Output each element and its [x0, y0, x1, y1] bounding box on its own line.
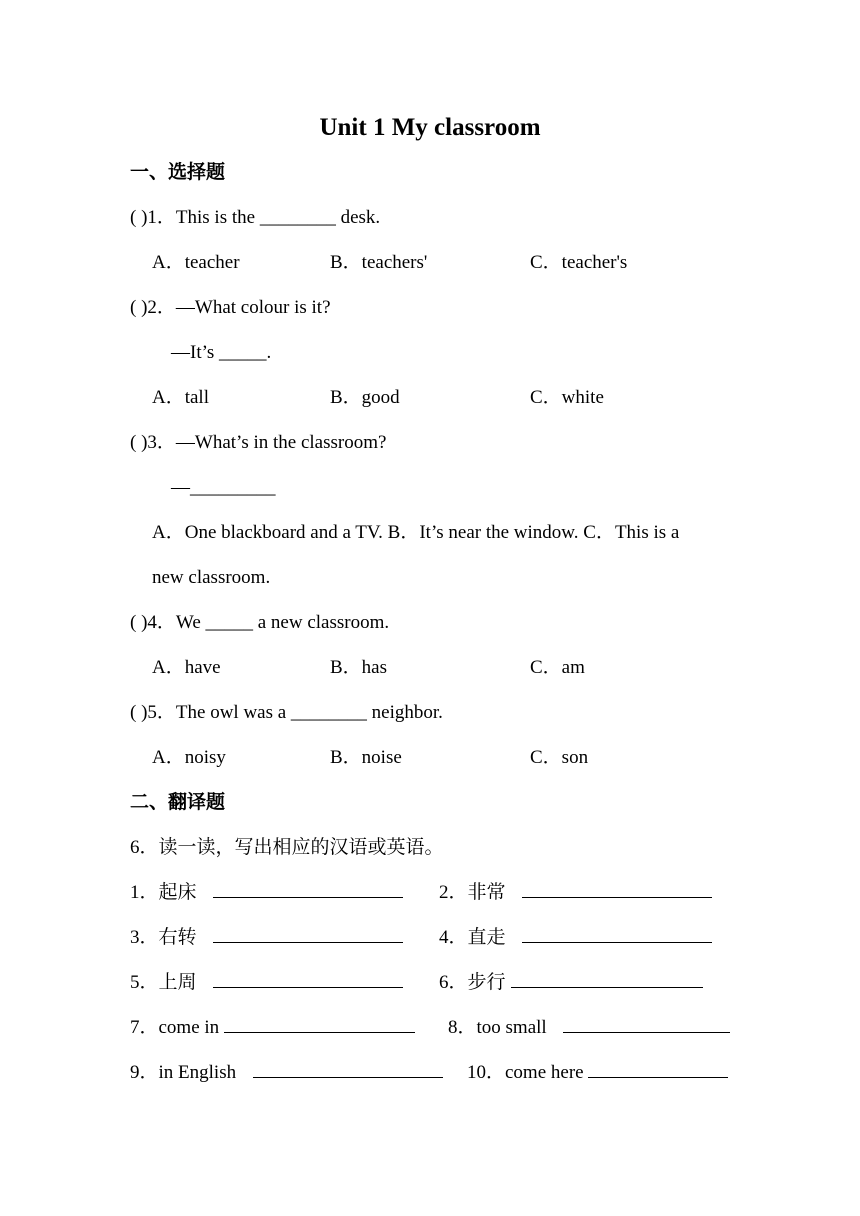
- answer-blank[interactable]: [224, 1031, 415, 1033]
- answer-blank[interactable]: [213, 986, 403, 988]
- translation-item-6: [439, 973, 703, 992]
- question-4-option-a: A．have: [152, 657, 221, 678]
- translation-item-label: 9．in English: [130, 1062, 237, 1083]
- question-4-stem: ( )4．We _____ a new classroom.: [130, 612, 390, 633]
- question-5-stem: ( )5．The owl was a ________ neighbor.: [130, 702, 443, 723]
- question-5-option-c: C．son: [530, 747, 589, 768]
- page-title: Unit 1 My classroom: [319, 114, 541, 141]
- translation-item-label: 4．直走: [439, 927, 506, 948]
- question-2-option-c: C．white: [530, 387, 604, 408]
- question-2-stem: ( )2．—What colour is it?: [130, 297, 331, 318]
- translation-item-5: [130, 973, 403, 992]
- translation-instruction: 6．读一读，写出相应的汉语或英语。: [130, 837, 444, 858]
- question-2-option-a: A．tall: [152, 387, 209, 408]
- translation-item-10: [467, 1063, 728, 1082]
- translation-item-label: 6．步行: [439, 972, 506, 993]
- translation-item-9: [130, 1063, 443, 1082]
- translation-item-7: [130, 1018, 415, 1037]
- question-1-option-b: B．teachers': [330, 252, 428, 273]
- translation-item-label: 2．非常: [439, 882, 506, 903]
- question-1-option-a: A．teacher: [152, 252, 240, 273]
- translation-item-label: 5．上周: [130, 972, 197, 993]
- answer-blank[interactable]: [213, 941, 403, 943]
- question-5-option-b: B．noise: [330, 747, 402, 768]
- translation-item-1: [130, 883, 403, 902]
- answer-blank[interactable]: [213, 896, 403, 898]
- question-2-answer-prompt: —It’s _____.: [171, 342, 272, 363]
- translation-item-label: 3．右转: [130, 927, 197, 948]
- answer-blank[interactable]: [588, 1076, 728, 1078]
- section-heading-translation: 二、翻译题: [130, 792, 226, 813]
- translation-item-8: [448, 1018, 730, 1037]
- translation-item-label: 1．起床: [130, 882, 197, 903]
- question-3-answer-prompt: —_________: [171, 477, 276, 498]
- translation-item-label: 10．come here: [467, 1062, 584, 1083]
- question-3-options-line-2: new classroom.: [152, 567, 271, 588]
- question-2-option-b: B．good: [330, 387, 400, 408]
- answer-blank[interactable]: [511, 986, 703, 988]
- answer-blank[interactable]: [522, 896, 712, 898]
- question-4-option-b: B．has: [330, 657, 388, 678]
- translation-item-4: [439, 928, 712, 947]
- section-heading-choice: 一、选择题: [130, 162, 226, 183]
- translation-item-2: [439, 883, 712, 902]
- answer-blank[interactable]: [522, 941, 712, 943]
- question-3-stem: ( )3．—What’s in the classroom?: [130, 432, 387, 453]
- translation-item-3: [130, 928, 403, 947]
- translation-item-label: 8．too small: [448, 1017, 547, 1038]
- question-5-option-a: A．noisy: [152, 747, 226, 768]
- translation-item-label: 7．come in: [130, 1017, 220, 1038]
- answer-blank[interactable]: [563, 1031, 730, 1033]
- question-1-option-c: C．teacher's: [530, 252, 628, 273]
- question-4-option-c: C．am: [530, 657, 585, 678]
- question-1-stem: ( )1．This is the ________ desk.: [130, 207, 381, 228]
- question-3-options-line-1: A．One blackboard and a TV. B．It’s near the window. C．This is a: [152, 522, 680, 543]
- answer-blank[interactable]: [253, 1076, 443, 1078]
